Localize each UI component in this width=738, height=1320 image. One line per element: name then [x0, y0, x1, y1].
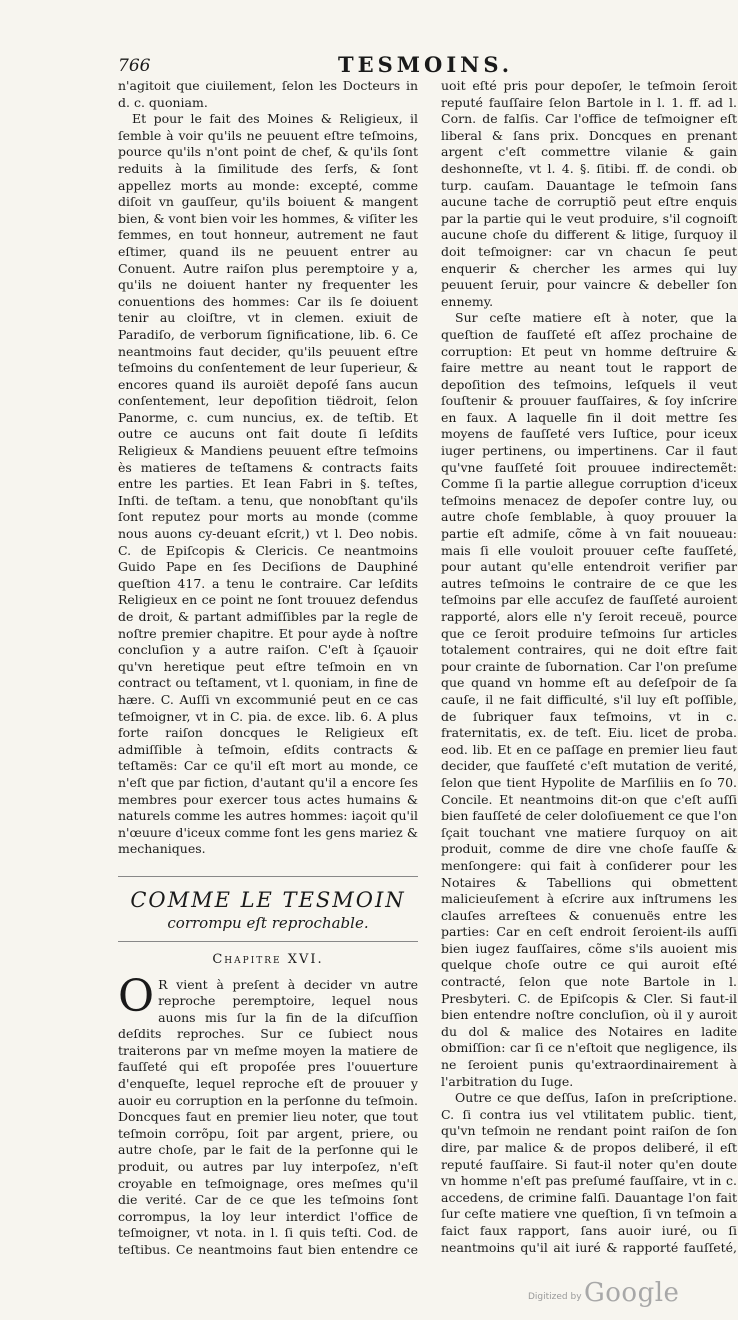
chapter-title: COMME LE TESMOIN	[130, 887, 406, 912]
left-column	[118, 78, 418, 1258]
left-paragraph-3	[118, 970, 418, 1259]
chapter-label: Chapitre XVI.	[212, 951, 324, 967]
right-paragraph-3: Outre ce que deſſus, Iaſon in preſcriptione. C. ſi contra ius vel vtilitatem public. tient, qu'vn teſmoin ne rendant point raiſon de ſon dire, par malice & de propos deliberé, il eſt reputé fauſſaire. Si faut-il noter qu'en doute vn homme n'eſt pas preſumé fauſſaire, vt in c. accedens, de crimine falſi. Dauantage l'on fait ſur ceſte matiere vne queſtion, ſi vn teſmoin a faict faux rapport, ſans auoir iuré, ou ſi neantmoins qu'il ait iuré & rapporté fauſſeté,	[441, 1090, 737, 1255]
digitized-watermark	[528, 1278, 728, 1310]
drop-cap: O	[118, 970, 155, 1022]
chapter-subtitle: corrompu eſt reprochable.	[167, 913, 369, 932]
chapter-heading	[118, 876, 418, 942]
left-paragraph-2: Et pour le fait des Moines & Religieux, il ſemble à voir qu'ils ne peuuent eſtre teſmoins, pource qu'ils n'ont point de chef, & qu'ils ſont reduits à la ſimilitude des ſerfs, & ſont appellez morts au monde: excepté, comme diſoit vn gauſſeur, qu'ils boiuent & mangent bien, & vont bien voir les hommes, & viſiter les femmes, en tout honneur, autrement ne faut eſtimer, quand ils ne peuuent entrer au Conuent. Autre raiſon plus peremptoire y a, qu'ils ne doiuent hanter ny frequenter les conuentions des hommes: Car ils ſe doiuent tenir au cloiſtre, vt in clemen. exiuit de Paradiſo, de verborum ſignificatione, lib. 6. Ce neantmoins faut decider, qu'ils peuuent eſtre teſmoins du conſentement de leur ſuperieur, & encores quand ils auroiët depoſé ſans aucun conſentement, leur depoſition tiëdroit, ſelon Panorme, c. cum nuncius, ex. de teſtib. Et outre ce aucuns ont fait doute ſi leſdits Religieux & Mandiens peuuent eſtre teſmoins ès matieres de teſtamens & contracts faits entre les parties. Et Iean Fabri in §. teſtes, Inſti. de teſtam. a tenu, que nonobſtant qu'ils ſont reputez pour morts au monde (comme nous auons cy-deuant eſcrit,) vt l. Deo nobis. C. de Epiſcopis & Clericis. Ce neantmoins Guido Pape en ſes Deciſions de Dauphiné queſtion 417. a tenu le contraire. Car leſdits Religieux en ce point ne ſont trouuez defendus de droit, & partant admiſſibles par la regle de noſtre premier chapitre. Et pour ayde à noſtre concluſion y a autre raiſon. C'eſt à ſçauoir qu'vn heretique peut eſtre teſmoin en vn contract ou teſtament, vt l. quoniam, in fine de hære. C. Auſſi vn excommunié peut en ce cas teſmoigner, vt in C. pia. de exce. lib. 6. A plus forte raiſon doncques le Religieux eſt admiſſible à teſmoin, eſdits contracts & teſtamës: Car ce qu'il eſt mort au monde, ce n'eſt que par fiction, d'autant qu'il a encore ſes membres pour exercer tous actes humains & naturels comme les autres hommes: iaçoit qu'il n'œuure d'iceux comme font les gens mariez & mechaniques.	[118, 111, 418, 857]
right-paragraph-2: Sur ceſte matiere eſt à noter, que la queſtion de fauſſeté eſt aſſez prochaine de corruption: Et peut vn homme deſtruire & faire mettre au neant tout le rapport de depoſition des teſmoins, leſquels il veut ſouſtenir & prouuer fauſſaires, & ſoy inſcrire en faux. A laquelle fin il doit mettre ſes moyens de fauſſeté vers Iuſtice, pour iceux iuger pertinens, ou impertinens. Car il faut qu'vne fauſſeté ſoit prouuee indirectemẽt: Comme ſi la partie allegue corruption d'iceux teſmoins menacez de depoſer contre luy, ou autre choſe ſemblable, à quoy prouuer la partie eſt admiſe, cõme à vn fait nouueau: mais ſi elle vouloit prouuer ceſte fauſſeté, pour autant qu'elle entendroit verifier par autres teſmoins le contraire de ce que les teſmoins par elle accuſez de fauſſeté auroient rapporté, alors elle n'y ſeroit receuë, pource que ce ſeroit produire teſmoins ſur articles totalement contraires, qui ne doit eſtre fait pour crainte de ſubornation. Car l'on preſume que quand vn homme eſt au deſeſpoir de ſa cauſe, il ne fait difficulté, s'il luy eſt poſſible, de ſubriquer faux teſmoins, vt in c. fraternitatis, ex. de teſt. Eiu. licet de proba. eod. lib. Et en ce paſſage en premier lieu faut decider, que fauſſeté c'eſt mutation de verité, ſelon que tient Hypolite de Marſiliis en ſo 70. Concile. Et neantmoins dit-on que c'eſt auſſi bien fauſſeté de celer doloſiuement ce que l'on ſçait touchant vne matiere ſurquoy on ait produit, comme de dire vne choſe fauſſe & menſongere: qui fait à conſiderer pour les Notaires & Tabellions qui obmettent malicieuſement à eſcrire aux inſtrumens les clauſes arreſtees & conuenuës entre les parties: Car en ceſt endroit ſeroient-ils auſſi bien iugez fauſſaires, cõme s'ils auoient mis quelque choſe outre ce qui auroit eſté contracté, ſelon que note Bartole in l. Presbyteri. C. de Epiſcopis & Cler. Si faut-il bien entendre noſtre concluſion, où il y auroit du dol & malice des Notaires en ladite obmiſſion: car ſi ce n'eſtoit que negligence, ils ne ſeroient punis qu'extraordinairement à l'arbitration du Iuge.	[441, 310, 737, 1089]
page-number: 766	[118, 56, 151, 76]
left-paragraph-3-text: R vient à preſent à decider vn autre reproche peremptoire, lequel nous auons mis ſur la fin de la diſcuſſion deſdits reproches. Sur ce ſubiect nous traiterons par vn meſme moyen la matiere de fauſſeté qui eſt propoſée pres l'ouuerture d'enqueſte, lequel reproche eſt de prouuer y auoir eu corruption en la perſonne du teſmoin. Doncques faut en premier lieu noter, que tout teſmoin corrõpu, ſoit par argent, priere, ou autre choſe, par le fait de la perſonne qui le produit, ou autres par luy interpoſez, n'eſt croyable en teſmoignage, ores meſmes qu'il die verité. Car de ce que les teſmoins ſont corrompus, la loy leur interdict l'office de teſmoigner, vt nota. in l. ſi quis teſti. Cod. de teſtibus. Ce neantmoins faut bien entendre ce	[118, 976, 418, 1257]
google-logo: Google	[584, 1278, 680, 1308]
right-paragraph-1: uoit eſté pris pour depoſer, le teſmoin ſeroit reputé fauſſaire ſelon Bartole in l. 1. ff. ad l. Corn. de falſis. Car l'office de teſmoigner eſt liberal & ſans prix. Doncques en prenant argent c'eſt commettre vilanie & gain deshonneſte, vt l. 4. §. ſitibi. ff. de condi. ob turp. cauſam. Dauantage le teſmoin ſans aucune tache de corruptiõ peut eſtre enquis par la partie qui le veut produire, s'il cognoiſt aucune choſe du different & litige, ſurquoy il doit teſmoigner: car vn chacun ſe peut enquerir & chercher les armes qui luy peuuent ſeruir, pour vaincre & debeller ſon ennemy.	[441, 78, 737, 309]
right-column	[441, 78, 737, 1258]
left-paragraph-1: n'agitoit que ciuilement, ſelon les Docteurs in d. c. quoniam.	[118, 78, 418, 110]
watermark-prefix: Digitized by	[528, 1292, 582, 1302]
running-head: TESMOINS.	[338, 52, 514, 77]
